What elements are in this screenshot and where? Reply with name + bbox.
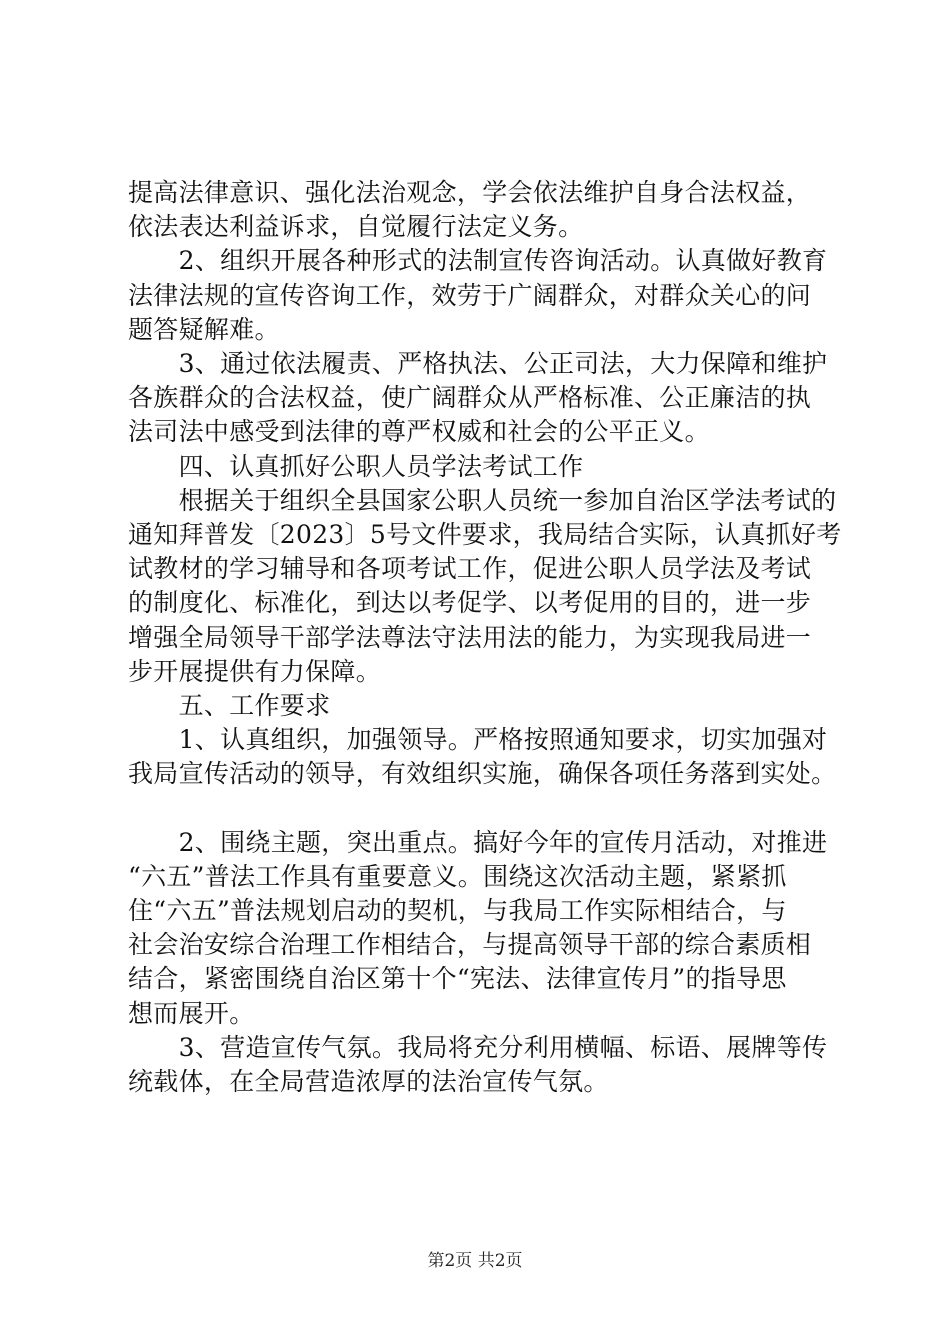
text-line: 依法表达利益诉求，自觉履行法定义务。 xyxy=(128,212,584,242)
section-heading: 五、工作要求 xyxy=(128,691,331,721)
text-line: 3、通过依法履责、严格执法、公正司法，大力保障和维护 xyxy=(128,349,828,379)
text-line: 增强全局领导干部学法尊法守法用法的能力，为实现我局进一 xyxy=(128,622,812,652)
section-heading: 四、认真抓好公职人员学法考试工作 xyxy=(128,451,584,481)
page-number-label: 第2页 共2页 xyxy=(427,1251,523,1271)
text-line: 步开展提供有力保障。 xyxy=(128,656,382,686)
text-line: 住“六五”普法规划启动的契机，与我局工作实际相结合，与 xyxy=(128,896,787,926)
text-line: 法司法中感受到法律的尊严权威和社会的公平正义。 xyxy=(128,417,710,447)
text-line: 提高法律意识、强化法治观念，学会依法维护自身合法权益， xyxy=(128,178,812,207)
text-line: “六五”普法工作具有重要意义。围绕这次活动主题，紧紧抓 xyxy=(128,861,787,891)
text-line: 2、围绕主题，突出重点。搞好今年的宣传月活动，对推进 xyxy=(128,827,828,857)
text-line: 我局宣传活动的领导，有效组织实施，确保各项任务落到实处。 xyxy=(128,759,837,789)
text-line: 统载体，在全局营造浓厚的法治宣传气氛。 xyxy=(128,1067,609,1097)
text-line: 法律法规的宣传咨询工作，效劳于广阔群众，对群众关心的问 xyxy=(128,280,812,310)
text-line: 试教材的学习辅导和各项考试工作，促进公职人员学法及考试 xyxy=(128,554,812,584)
page-footer xyxy=(0,1246,950,1271)
text-line: 3、营造宣传气氛。我局将充分利用横幅、标语、展牌等传 xyxy=(128,1032,828,1062)
text-line: 通知拜普发〔2023〕5号文件要求，我局结合实际，认真抓好考 xyxy=(128,520,842,550)
text-line: 想而展开。 xyxy=(128,998,255,1028)
text-line: 的制度化、标准化，到达以考促学、以考促用的目的，进一步 xyxy=(128,588,812,618)
text-line: 根据关于组织全县国家公职人员统一参加自治区学法考试的 xyxy=(128,485,837,515)
text-line: 社会治安综合治理工作相结合，与提高领导干部的综合素质相 xyxy=(128,930,812,960)
text-line: 结合，紧密围绕自治区第十个“宪法、法律宣传月”的指导思 xyxy=(128,964,787,994)
text-line: 题答疑解难。 xyxy=(128,314,280,344)
document-body xyxy=(128,176,842,1099)
text-line: 1、认真组织，加强领导。严格按照通知要求，切实加强对 xyxy=(128,725,828,755)
text-line: 2、组织开展各种形式的法制宣传咨询活动。认真做好教育 xyxy=(128,246,828,276)
text-line: 各族群众的合法权益，使广阔群众从严格标准、公正廉洁的执 xyxy=(128,383,812,413)
